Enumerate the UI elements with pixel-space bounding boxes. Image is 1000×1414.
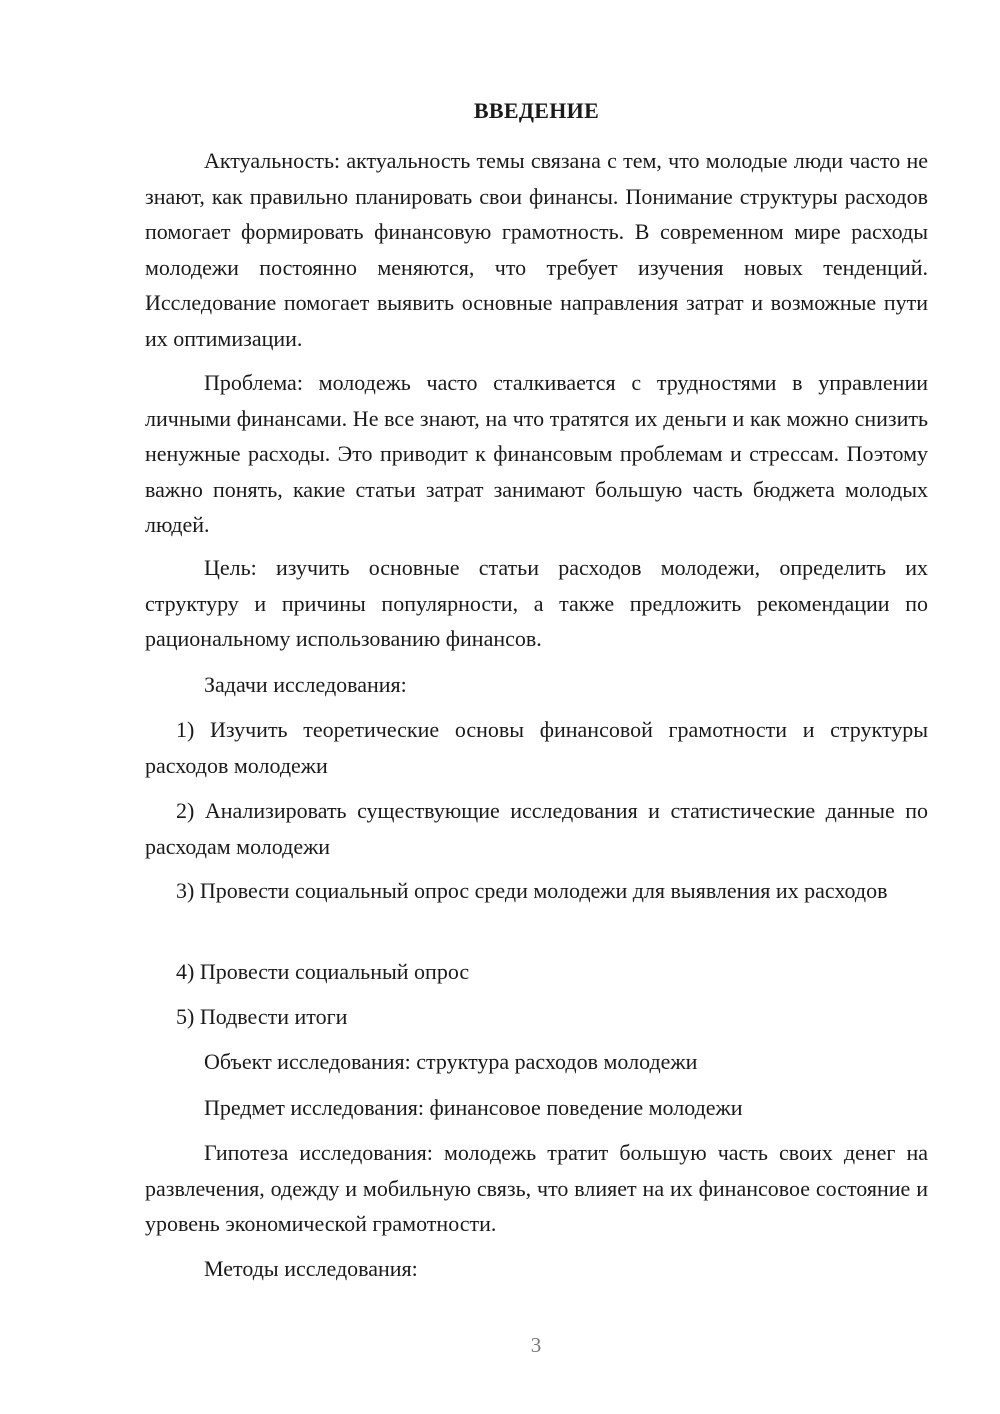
task-item: 3) Провести социальный опрос среди молодежи для выявления их расходов <box>176 878 888 903</box>
paragraph-methods-heading: Методы исследования: <box>204 1256 418 1281</box>
page-number: 3 <box>530 1333 542 1357</box>
paragraph-object: Объект исследования: структура расходов молодежи <box>204 1049 698 1074</box>
task-item: 2) Анализировать существующие исследования и статистические данные по расходам молодежи <box>145 798 928 859</box>
section-title: ВВЕДЕНИЕ <box>473 98 600 123</box>
paragraph-relevance: Актуальность: актуальность темы связана с тем, что молодые люди часто не знают, как правильно планировать свои финансы. Понимание структуры расходов помогает формировать финансовую грамотность. В современном мире расходы молодежи постоянно меняются, что требует изучения новых тенденций. Исследование помогает выявить основные направления затрат и возможные пути их оптимизации. <box>145 148 928 351</box>
task-item: 5) Подвести итоги <box>176 1004 348 1029</box>
task-item: 4) Провести социальный опрос <box>176 959 470 984</box>
task-item: 1) Изучить теоретические основы финансовой грамотности и структуры расходов молодежи <box>145 717 928 778</box>
paragraph-subject: Предмет исследования: финансовое поведение молодежи <box>204 1095 743 1120</box>
paragraph-tasks-heading: Задачи исследования: <box>204 672 407 697</box>
paragraph-goal: Цель: изучить основные статьи расходов молодежи, определить их структуру и причины популярности, а также предложить рекомендации по рациональному использованию финансов. <box>145 555 928 651</box>
paragraph-problem: Проблема: молодежь часто сталкивается с трудностями в управлении личными финансами. Не все знают, на что тратятся их деньги и как можно снизить ненужные расходы. Это приводит к финансовым проблемам и стрессам. Поэтому важно понять, какие статьи затрат занимают большую часть бюджета молодых людей. <box>145 370 928 537</box>
paragraph-hypothesis: Гипотеза исследования: молодежь тратит большую часть своих денег на развлечения, одежду и мобильную связь, что влияет на их финансовое состояние и уровень экономической грамотности. <box>145 1140 928 1236</box>
